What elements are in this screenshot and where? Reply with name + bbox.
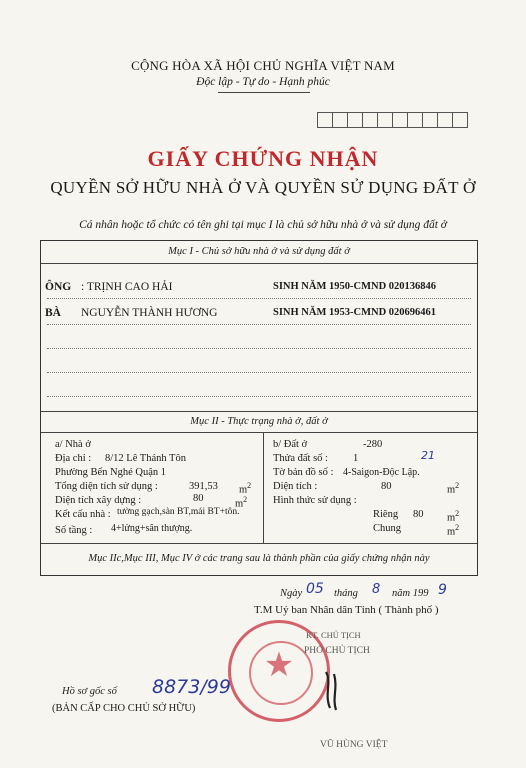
serial-box: [347, 112, 363, 128]
serial-box: [422, 112, 438, 128]
serial-box: [452, 112, 468, 128]
serial-box: [362, 112, 378, 128]
build-area-value: 80: [193, 493, 204, 504]
land-area-value: 80: [381, 481, 392, 492]
owner1-name: : TRỊNH CAO HẢI: [81, 281, 173, 293]
serial-box: [377, 112, 393, 128]
lot-handwritten: 21: [421, 449, 435, 462]
serial-box: [317, 112, 333, 128]
address-value: 8/12 Lê Thánh Tôn: [105, 453, 186, 464]
dotted-line: [47, 348, 471, 349]
map-value: 4-Saigon-Độc Lập.: [343, 467, 420, 478]
ward-value: Phường Bến Nghé Quận 1: [55, 467, 166, 478]
dotted-line: [47, 298, 471, 299]
total-area-label: Tổng diện tích sử dụng :: [55, 481, 158, 492]
seal-star-icon: ★: [263, 647, 295, 684]
column-divider: [263, 433, 264, 543]
dotted-line: [47, 372, 471, 373]
date-day-value: 05: [306, 581, 324, 597]
certificate-table: [40, 240, 478, 576]
total-area-unit: $m^2$: [239, 481, 252, 496]
serial-number-boxes: [318, 112, 468, 128]
floors-value: 4+lửng+sân thượng.: [111, 523, 193, 534]
house-label: a/ Nhà ở: [55, 439, 91, 450]
serial-box: [437, 112, 453, 128]
land-label: b/ Đất ở: [273, 439, 308, 450]
build-area-label: Diện tích xây dựng :: [55, 495, 142, 506]
structure-label: Kết cấu nhà :: [55, 509, 111, 520]
section2-heading: Mục II - Thực trạng nhà ở, đất ở: [41, 412, 477, 433]
date-day-label: Ngày: [280, 588, 303, 599]
build-area-unit: $m^2$: [235, 495, 248, 510]
vice-chair-title: PHÓ CHỦ TỊCH: [304, 646, 370, 656]
usage-label: Hình thức sử dụng :: [273, 495, 357, 506]
signature-mark: [318, 668, 348, 714]
vice-chair-small: KT. CHỦ TỊCH: [306, 630, 361, 640]
national-motto: Độc lập - Tự do - Hạnh phúc: [196, 76, 330, 88]
serial-box: [407, 112, 423, 128]
document-title: GIẤY CHỨNG NHẬN: [147, 146, 379, 171]
total-area-value: 391,53: [189, 481, 218, 492]
intro-text: Cá nhân hoặc tổ chức có tên ghi tại mục I là chủ sở hữu nhà ở và sử dụng đất ở: [79, 219, 447, 231]
country-header: CỘNG HÒA XÃ HỘI CHỦ NGHĨA VIỆT NAM: [131, 58, 395, 73]
map-label: Tờ bản đồ số :: [273, 467, 334, 478]
date-month-label: tháng: [334, 588, 358, 599]
file-number: 8873/99: [152, 676, 231, 698]
signer-name: VŨ HÙNG VIỆT: [320, 740, 388, 750]
lot-extra: -280: [363, 439, 383, 450]
owner2-info: SINH NĂM 1953-CMND 020696461: [273, 307, 437, 318]
private-unit: $m^2$: [447, 509, 460, 524]
address-label: Địa chỉ :: [55, 453, 92, 464]
footer-divider: [41, 543, 477, 544]
copy-note: (BẢN CẤP CHO CHỦ SỞ HỮU): [52, 703, 196, 714]
floors-label: Số tầng :: [55, 525, 93, 536]
private-value: 80: [413, 509, 424, 520]
date-year-value: 9: [438, 582, 447, 598]
file-label: Hồ sơ gốc số: [62, 686, 117, 697]
dotted-line: [47, 396, 471, 397]
shared-label: Chung: [373, 523, 402, 534]
footer-note: Mục IIc,Mục III, Mục IV ở các trang sau là thành phần của giấy chứng nhận này: [88, 553, 430, 564]
land-area-label: Diện tích :: [273, 481, 318, 492]
shared-unit: $m^2$: [447, 523, 460, 538]
serial-box: [392, 112, 408, 128]
lot-label: Thửa đất số :: [273, 453, 328, 464]
date-year-label: năm 199: [392, 588, 429, 599]
lot-value: 1: [353, 453, 359, 464]
private-label: Riêng: [373, 509, 399, 520]
structure-value: tường gạch,sàn BT,mái BT+tôn.: [117, 507, 240, 517]
authority-line: T.M Uỷ ban Nhân dân Tỉnh ( Thành phố ): [254, 604, 439, 616]
serial-box: [332, 112, 348, 128]
owner2-prefix: BÀ: [45, 307, 61, 319]
land-area-unit: $m^2$: [447, 481, 460, 496]
document-subtitle: QUYỀN SỞ HỮU NHÀ Ở VÀ QUYỀN SỬ DỤNG ĐẤT Ở: [50, 178, 476, 197]
owner1-prefix: ÔNG: [45, 281, 72, 293]
section1-heading: Mục I - Chủ sở hữu nhà ở và sử dụng đất ở: [41, 241, 477, 264]
dotted-line: [47, 324, 471, 325]
owner1-info: SINH NĂM 1950-CMND 020136846: [273, 281, 437, 292]
motto-underline: [218, 92, 310, 93]
owner2-name: NGUYỄN THÀNH HƯƠNG: [81, 307, 218, 319]
date-month-value: 8: [372, 582, 381, 597]
